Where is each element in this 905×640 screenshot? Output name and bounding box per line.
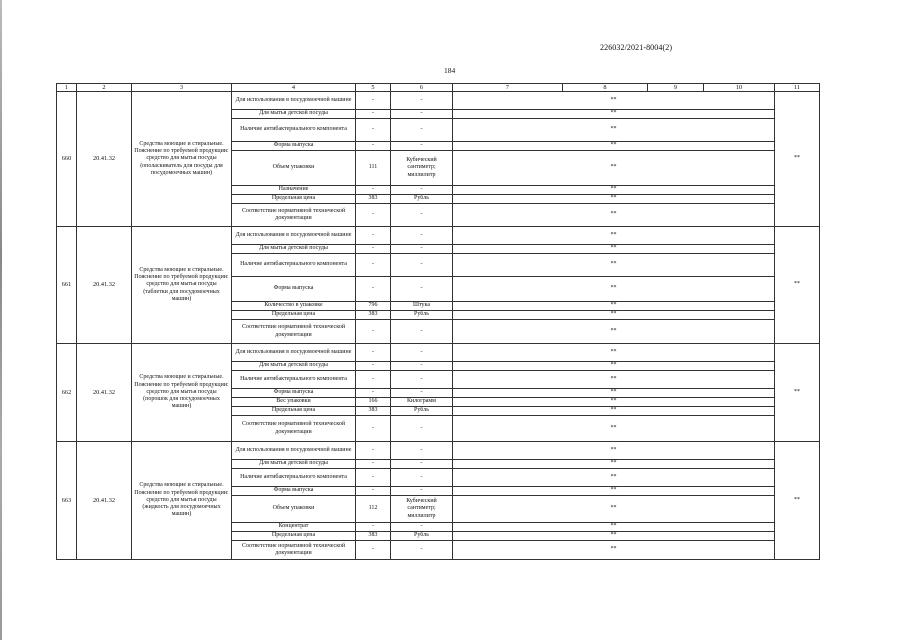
characteristic-value: ** <box>453 302 775 311</box>
unit-name: - <box>391 362 453 371</box>
unit-name: - <box>391 523 453 532</box>
characteristic-name: Для использования в посудомоечной машине <box>232 442 356 460</box>
okpd-code: 20.41.32 <box>77 227 132 344</box>
okpd-code: 20.41.32 <box>77 344 132 442</box>
unit-code: - <box>356 320 391 344</box>
characteristic-name: Соответствие нормативной технической документации <box>232 416 356 442</box>
unit-name: - <box>391 92 453 110</box>
unit-code: 166 <box>356 398 391 407</box>
header-cell: 4 <box>232 84 356 92</box>
unit-code: - <box>356 254 391 277</box>
characteristic-name: Объем упаковки <box>232 151 356 186</box>
unit-name: - <box>391 416 453 442</box>
table-row <box>57 92 820 110</box>
unit-code: - <box>356 92 391 110</box>
characteristic-value: ** <box>453 496 775 523</box>
unit-code: - <box>356 227 391 245</box>
header-cell: 6 <box>391 84 453 92</box>
header-cell: 1 <box>57 84 77 92</box>
characteristic-name: Предельная цена <box>232 532 356 541</box>
header-cell: 3 <box>132 84 232 92</box>
header-cell: 11 <box>775 84 820 92</box>
characteristic-value: ** <box>453 407 775 416</box>
characteristic-value: ** <box>453 389 775 398</box>
unit-code: - <box>356 469 391 487</box>
unit-code: 111 <box>356 151 391 186</box>
scan-left-edge <box>0 0 2 640</box>
characteristic-value: ** <box>453 523 775 532</box>
unit-name: - <box>391 371 453 389</box>
unit-code: 383 <box>356 407 391 416</box>
characteristic-name: Форма выпуска <box>232 142 356 151</box>
item-description: Средства моющие и стиральные. Пояснение по требуемой продукции: средство для мытья посуды (порошок для посудомоечных машин) <box>132 344 232 442</box>
unit-name: Рубль <box>391 407 453 416</box>
unit-name: - <box>391 110 453 119</box>
unit-code: - <box>356 344 391 362</box>
unit-name: - <box>391 344 453 362</box>
unit-name: Рубль <box>391 195 453 204</box>
characteristic-name: Соответствие нормативной технической документации <box>232 320 356 344</box>
characteristic-value: ** <box>453 362 775 371</box>
characteristic-value: ** <box>453 541 775 560</box>
item-description: Средства моющие и стиральные. Пояснение по требуемой продукции: средство для мытья посуды (ополаскиватель для посуды для посудомоечных машин) <box>132 92 232 227</box>
unit-code: - <box>356 487 391 496</box>
unit-code: 383 <box>356 532 391 541</box>
requirements-table <box>56 83 820 560</box>
unit-name: Кубический сантиметр; миллилитр <box>391 496 453 523</box>
okpd-code: 20.41.32 <box>77 442 132 560</box>
characteristic-value: ** <box>453 344 775 362</box>
okpd-code: 20.41.32 <box>77 92 132 227</box>
unit-code: - <box>356 362 391 371</box>
characteristic-value: ** <box>453 92 775 110</box>
header-cell: 9 <box>648 84 704 92</box>
characteristic-value: ** <box>453 277 775 302</box>
characteristic-name: Для мытья детской посуды <box>232 362 356 371</box>
unit-name: - <box>391 469 453 487</box>
unit-name: - <box>391 442 453 460</box>
unit-code: - <box>356 110 391 119</box>
characteristic-value: ** <box>453 311 775 320</box>
unit-name: - <box>391 186 453 195</box>
characteristic-name: Для мытья детской посуды <box>232 245 356 254</box>
characteristic-name: Для мытья детской посуды <box>232 460 356 469</box>
unit-name: - <box>391 245 453 254</box>
unit-code: 383 <box>356 195 391 204</box>
unit-name: - <box>391 277 453 302</box>
unit-name: Кубический сантиметр; миллилитр <box>391 151 453 186</box>
characteristic-name: Назначение <box>232 186 356 195</box>
unit-code: - <box>356 186 391 195</box>
table-row <box>57 344 820 362</box>
characteristic-name: Форма выпуска <box>232 277 356 302</box>
note-cell: ** <box>775 227 820 344</box>
unit-name: Килограмм <box>391 398 453 407</box>
header-cell: 8 <box>563 84 648 92</box>
unit-name: Штука <box>391 302 453 311</box>
characteristic-value: ** <box>453 442 775 460</box>
unit-name: - <box>391 254 453 277</box>
characteristic-name: Предельная цена <box>232 311 356 320</box>
page-number: 184 <box>444 66 456 75</box>
unit-code: - <box>356 416 391 442</box>
unit-code: - <box>356 245 391 254</box>
characteristic-value: ** <box>453 254 775 277</box>
characteristic-name: Для использования в посудомоечной машине <box>232 227 356 245</box>
unit-code: - <box>356 389 391 398</box>
unit-code: - <box>356 204 391 227</box>
note-cell: ** <box>775 442 820 560</box>
unit-code: - <box>356 460 391 469</box>
characteristic-value: ** <box>453 151 775 186</box>
header-cell: 2 <box>77 84 132 92</box>
note-cell: ** <box>775 344 820 442</box>
table-row <box>57 442 820 460</box>
header-cell: 5 <box>356 84 391 92</box>
characteristic-name: Для использования в посудомоечной машине <box>232 344 356 362</box>
characteristic-value: ** <box>453 371 775 389</box>
characteristic-value: ** <box>453 416 775 442</box>
characteristic-value: ** <box>453 119 775 142</box>
unit-code: - <box>356 523 391 532</box>
unit-name: - <box>391 119 453 142</box>
unit-code: - <box>356 119 391 142</box>
unit-code: 112 <box>356 496 391 523</box>
table-body <box>57 92 820 560</box>
characteristic-name: Концентрат <box>232 523 356 532</box>
unit-code: - <box>356 142 391 151</box>
characteristic-value: ** <box>453 227 775 245</box>
characteristic-value: ** <box>453 469 775 487</box>
item-number: 661 <box>57 227 77 344</box>
characteristic-name: Форма выпуска <box>232 389 356 398</box>
unit-name: Рубль <box>391 311 453 320</box>
item-description: Средства моющие и стиральные. Пояснение по требуемой продукции: средство для мытья посуды (жидкость для посудомоечных машин) <box>132 442 232 560</box>
table-row <box>57 227 820 245</box>
unit-name: - <box>391 204 453 227</box>
characteristic-name: Наличие антибактериального компонента <box>232 254 356 277</box>
characteristic-name: Наличие антибактериального компонента <box>232 371 356 389</box>
item-number: 662 <box>57 344 77 442</box>
unit-name: - <box>391 541 453 560</box>
unit-name: - <box>391 460 453 469</box>
characteristic-value: ** <box>453 204 775 227</box>
characteristic-name: Предельная цена <box>232 407 356 416</box>
characteristic-name: Для использования в посудомоечной машине <box>232 92 356 110</box>
unit-name: - <box>391 487 453 496</box>
characteristic-name: Форма выпуска <box>232 487 356 496</box>
characteristic-value: ** <box>453 487 775 496</box>
characteristic-name: Вес упаковки <box>232 398 356 407</box>
characteristic-value: ** <box>453 532 775 541</box>
characteristic-name: Соответствие нормативной технической документации <box>232 204 356 227</box>
item-number: 663 <box>57 442 77 560</box>
unit-name: - <box>391 389 453 398</box>
unit-code: 383 <box>356 311 391 320</box>
characteristic-value: ** <box>453 245 775 254</box>
note-cell: ** <box>775 92 820 227</box>
item-number: 660 <box>57 92 77 227</box>
characteristic-name: Наличие антибактериального компонента <box>232 469 356 487</box>
header-cell: 7 <box>453 84 563 92</box>
unit-code: - <box>356 277 391 302</box>
unit-code: - <box>356 371 391 389</box>
characteristic-value: ** <box>453 320 775 344</box>
characteristic-value: ** <box>453 398 775 407</box>
unit-name: - <box>391 142 453 151</box>
characteristic-name: Количество в упаковке <box>232 302 356 311</box>
characteristic-value: ** <box>453 186 775 195</box>
characteristic-name: Предельная цена <box>232 195 356 204</box>
unit-name: - <box>391 227 453 245</box>
characteristic-value: ** <box>453 460 775 469</box>
unit-name: Рубль <box>391 532 453 541</box>
characteristic-name: Соответствие нормативной технической документации <box>232 541 356 560</box>
header-row <box>57 84 820 92</box>
characteristic-value: ** <box>453 195 775 204</box>
document-number: 226032/2021-8004(2) <box>600 43 673 52</box>
unit-code: 796 <box>356 302 391 311</box>
characteristic-name: Наличие антибактериального компонента <box>232 119 356 142</box>
unit-code: - <box>356 541 391 560</box>
unit-name: - <box>391 320 453 344</box>
characteristic-name: Объем упаковки <box>232 496 356 523</box>
characteristic-name: Для мытья детской посуды <box>232 110 356 119</box>
item-description: Средства моющие и стиральные. Пояснение по требуемой продукции: средство для мытья посуды (таблетки для посудомоечных машин) <box>132 227 232 344</box>
header-cell: 10 <box>704 84 775 92</box>
characteristic-value: ** <box>453 142 775 151</box>
characteristic-value: ** <box>453 110 775 119</box>
unit-code: - <box>356 442 391 460</box>
